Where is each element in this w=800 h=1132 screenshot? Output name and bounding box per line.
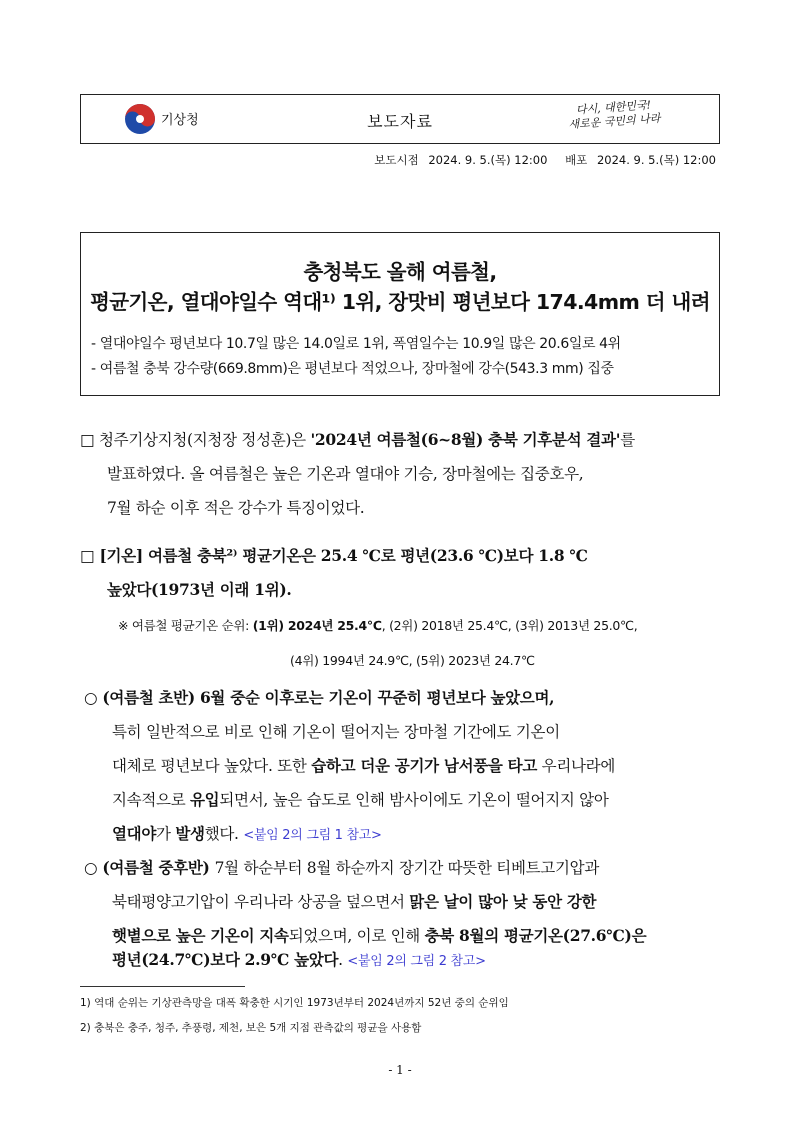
release-label: 보도시점 <box>374 153 419 167</box>
bullet-1-line-3 <box>112 754 615 776</box>
figure-reference-1: <붙임 2의 그림 1 참고> <box>243 828 382 843</box>
paragraph-2-line-2: 높았다(1973년 이래 1위). <box>107 580 292 599</box>
release-time: 2024. 9. 5.(목) 12:00 <box>428 153 548 167</box>
header-box <box>80 94 720 144</box>
headline-line-1: 충청북도 올해 여름철, <box>303 260 497 284</box>
text-segment: 습하고 더운 공기가 남서풍을 타고 <box>311 756 538 775</box>
slogan-line-2: 새로운 국민의 나라 <box>568 111 661 132</box>
footnote-2: 2) 충북은 충주, 청주, 추풍령, 제천, 보은 5개 지점 관측값의 평균을 사용함 <box>80 1022 422 1034</box>
document-type: 보도자료 <box>367 112 433 131</box>
text-segment: 햇볕으로 높은 기온이 지속 <box>112 926 289 945</box>
text-segment: 북태평양고기압이 우리나라 상공을 덮으면서 <box>112 893 410 911</box>
bullet-2-line-3 <box>112 924 646 946</box>
text-segment: ○ (여름철 중후반) <box>84 858 215 877</box>
bullet-1-line-5 <box>112 822 382 844</box>
text-segment: . <box>338 951 348 969</box>
distribution-time: 2024. 9. 5.(목) 12:00 <box>596 153 716 167</box>
text-segment: ※ 여름철 평균기온 순위: <box>118 618 253 633</box>
paragraph-1-line-2: 발표하였다. 올 여름철은 높은 기온과 열대야 기승, 장마철에는 집중호우, <box>107 465 584 483</box>
text-segment: 대체로 평년보다 높았다. 또한 <box>112 757 312 775</box>
report-title: '2024년 여름철(6~8월) 충북 기후분석 결과' <box>310 430 621 449</box>
footnote-divider <box>80 986 245 987</box>
text-segment: 되면서, 높은 습도로 인해 밤사이에도 기온이 떨어지지 않아 <box>219 791 609 809</box>
bullet-2-line-1 <box>84 856 599 878</box>
text-segment: 지속적으로 <box>112 791 190 809</box>
text-segment: 유입 <box>190 790 220 809</box>
bullet-1-line-4 <box>112 788 609 810</box>
text-segment: 기온이 꾸준히 평년보다 높았으며, <box>328 688 555 707</box>
distribution-label: 배포 <box>565 153 588 167</box>
agency-name: 기상청 <box>161 113 199 128</box>
ranking-note-line-1 <box>118 616 637 634</box>
slogan-line-1: 다시, 대한민국! <box>575 98 652 117</box>
bullet-1-line-1 <box>84 686 554 708</box>
title-box <box>80 232 720 396</box>
paragraph-1-line-3: 7월 하순 이후 적은 강수가 특징이었다. <box>107 499 365 517</box>
paragraph-2-line-1: □ [기온] 여름철 충북²⁾ 평균기온은 25.4 ℃로 평년(23.6 ℃)보다 1.8 ℃ <box>80 546 588 565</box>
ranking-note-line-2: (4위) 1994년 24.9℃, (5위) 2023년 24.7℃ <box>290 653 535 668</box>
subheadline-2: - 여름철 충북 강수량(669.8mm)은 평년보다 적었으나, 장마철에 강수(543.3 mm) 집중 <box>91 361 614 377</box>
text-segment: □ 청주기상지청(지청장 정성훈)은 <box>80 431 311 449</box>
text-segment: 맑은 날이 많아 낮 동안 강한 <box>409 892 597 911</box>
release-info <box>0 152 716 168</box>
page-number: - 1 - <box>388 1063 412 1077</box>
footnote-1: 1) 역대 순위는 기상관측망을 대폭 확충한 시기인 1973년부터 2024년까지 52년 중의 순위임 <box>80 997 509 1009</box>
text-segment: 우리나라에 <box>537 757 616 775</box>
bullet-1-line-2: 특히 일반적으로 비로 인해 기온이 떨어지는 장마철 기간에도 기온이 <box>112 723 560 741</box>
text-segment: ○ (여름철 초반) 6월 중순 이후로는 <box>84 688 329 707</box>
rank-first: (1위) 2024년 25.4℃ <box>252 618 382 633</box>
text-segment: 가 <box>156 825 176 843</box>
text-segment: 열대야 <box>112 824 157 843</box>
text-segment: , (2위) 2018년 25.4℃, (3위) 2013년 25.0℃, <box>381 618 638 633</box>
text-segment: 평년(24.7℃)보다 2.9℃ 높았다 <box>112 950 339 969</box>
bullet-2-line-4 <box>112 948 486 970</box>
bullet-2-line-2 <box>112 890 596 912</box>
text-segment: 발생 <box>175 824 205 843</box>
text-segment: 충북 8월의 평균기온(27.6℃)은 <box>424 926 647 945</box>
text-segment: 7월 하순부터 8월 하순까지 장기간 따뜻한 티베트고기압과 <box>214 859 599 877</box>
subheadline-1: - 열대야일수 평년보다 10.7일 많은 14.0일로 1위, 폭염일수는 10.9일 많은 20.6일로 4위 <box>91 336 621 352</box>
paragraph-1-line-1 <box>80 428 635 450</box>
figure-reference-2: <붙임 2의 그림 2 참고> <box>347 954 486 969</box>
text-segment: 되었으며, 이로 인해 <box>288 927 425 945</box>
text-segment: 를 <box>620 431 635 449</box>
text-segment: 했다. <box>204 825 244 843</box>
headline-line-2: 평균기온, 열대야일수 역대¹⁾ 1위, 장맛비 평년보다 174.4mm 더 내려 <box>90 290 710 314</box>
